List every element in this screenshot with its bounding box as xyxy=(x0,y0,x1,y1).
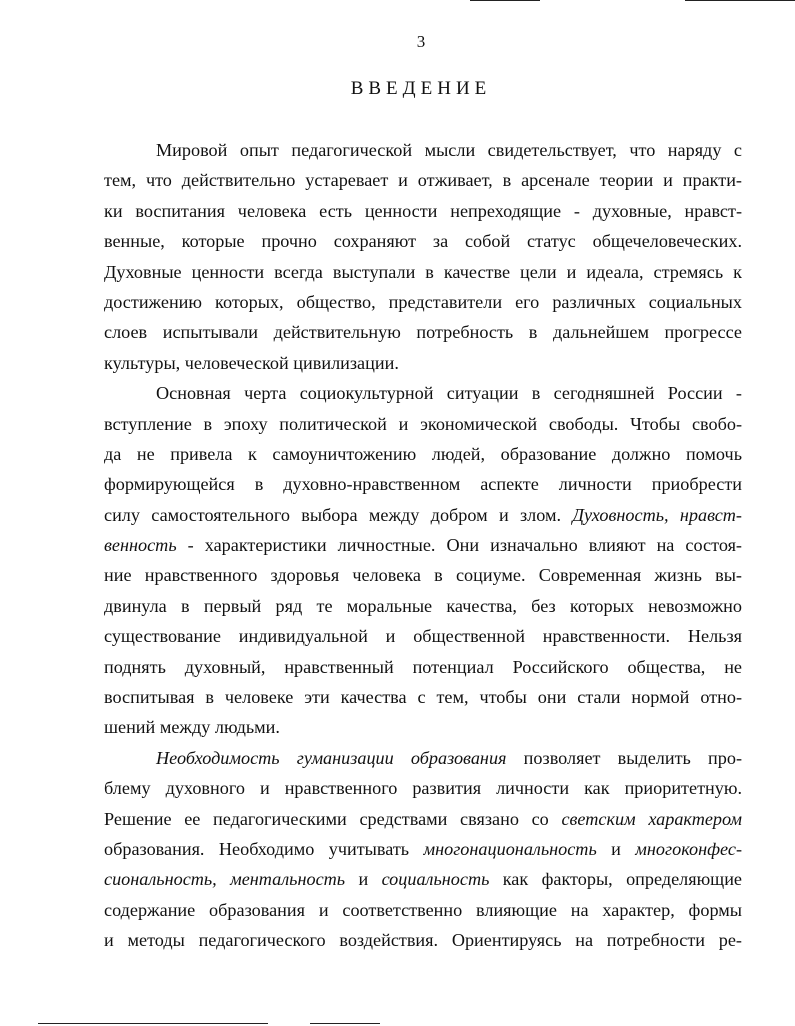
scan-artifact-bottom-right xyxy=(310,1023,380,1024)
text-segment: шений между людьми. xyxy=(104,717,280,738)
text-segment: Основная черта социокультурной ситуации в сегодняшней России - xyxy=(156,383,742,404)
text-segment: да не привела к самоуничтожению людей, образование должно помочь xyxy=(104,443,742,464)
scan-artifact-top-right xyxy=(685,0,795,1)
text-line xyxy=(104,925,742,955)
text-segment: Решение ее педагогическими средствами связано со xyxy=(104,808,562,829)
text-line xyxy=(104,409,742,439)
text-line xyxy=(104,682,742,712)
text-segment: ние нравственного здоровья человека в социуме. Современная жизнь вы- xyxy=(104,565,742,586)
text-line xyxy=(104,135,742,165)
scan-artifact-bottom-left xyxy=(38,1023,268,1024)
text-line xyxy=(104,895,742,925)
text-line xyxy=(104,196,742,226)
text-line xyxy=(104,378,742,408)
text-line xyxy=(104,743,742,773)
text-segment: ки воспитания человека есть ценности непреходящие - духовные, нравст- xyxy=(104,200,742,221)
page-number: 3 xyxy=(416,32,426,51)
text-segment: двинула в первый ряд те моральные качества, без которых невозможно xyxy=(104,595,742,616)
italic-text-segment: социальность xyxy=(381,869,490,890)
text-segment: существование индивидуальной и общественной нравственности. Нельзя xyxy=(104,626,742,647)
text-line xyxy=(104,165,742,195)
text-line xyxy=(104,591,742,621)
text-segment: и xyxy=(596,838,636,859)
text-segment: культуры, человеческой цивилизации. xyxy=(104,352,399,373)
text-segment: венные, которые прочно сохраняют за собой статус общечеловеческих. xyxy=(104,231,742,252)
text-segment: достижению которых, общество, представители его различных социальных xyxy=(104,291,742,312)
italic-text-segment: Духовность, нравст- xyxy=(572,504,742,525)
text-line xyxy=(104,804,742,834)
text-line xyxy=(104,652,742,682)
text-segment: вступление в эпоху политической и экономической свободы. Чтобы свобо- xyxy=(104,413,742,434)
text-segment: Мировой опыт педагогической мысли свидетельствует, что наряду с xyxy=(156,140,742,160)
text-line xyxy=(104,287,742,317)
text-segment: блему духовного и нравственного развития личности как приоритетную. xyxy=(104,778,742,799)
text-line xyxy=(104,560,742,590)
text-segment: Духовные ценности всегда выступали в качестве цели и идеала, стремясь к xyxy=(104,261,742,282)
text-line xyxy=(104,864,742,894)
text-segment: как факторы, определяющие xyxy=(489,869,742,890)
text-segment: образования. Необходимо учитывать xyxy=(104,838,424,859)
text-segment: слоев испытывали действительную потребность в дальнейшем прогрессе xyxy=(104,322,742,343)
italic-text-segment: многоконфес- xyxy=(635,838,742,859)
text-segment: позволяет выделить про- xyxy=(506,747,742,768)
text-line xyxy=(104,834,742,864)
text-segment: воспитывая в человеке эти качества с тем, чтобы они стали нормой отно- xyxy=(104,687,742,708)
italic-text-segment: многонациональность xyxy=(423,838,597,859)
text-line xyxy=(104,621,742,651)
text-segment: формирующейся в духовно-нравственном аспекте личности приобрести xyxy=(104,474,742,495)
body-text xyxy=(104,135,742,956)
italic-text-segment: сиональность, ментальность xyxy=(104,869,346,890)
text-line xyxy=(104,348,742,378)
text-segment: силу самостоятельного выбора между добром и злом. xyxy=(104,504,573,525)
text-line xyxy=(104,530,742,560)
text-line xyxy=(104,317,742,347)
italic-text-segment: Необходимость гуманизации образования xyxy=(156,747,507,768)
text-segment: поднять духовный, нравственный потенциал Российского общества, не xyxy=(104,656,742,677)
italic-text-segment: светским характером xyxy=(561,808,743,829)
text-line xyxy=(104,500,742,530)
text-line xyxy=(104,226,742,256)
text-line xyxy=(104,712,742,742)
text-line xyxy=(104,439,742,469)
text-line xyxy=(104,773,742,803)
text-segment: - характеристики личностные. Они изначально влияют на состоя- xyxy=(176,535,742,556)
text-line xyxy=(104,257,742,287)
text-segment: и xyxy=(345,869,382,890)
text-line xyxy=(104,469,742,499)
page-title: ВВЕДЕНИЕ xyxy=(350,78,492,99)
text-segment: тем, что действительно устаревает и отживает, в арсенале теории и практи- xyxy=(104,170,742,191)
text-segment: содержание образования и соответственно влияющие на характер, формы xyxy=(104,899,742,920)
italic-text-segment: венность xyxy=(104,535,177,556)
text-segment: и методы педагогического воздействия. Ориентируясь на потребности ре- xyxy=(104,930,742,951)
scan-artifact-top-left xyxy=(470,0,540,1)
